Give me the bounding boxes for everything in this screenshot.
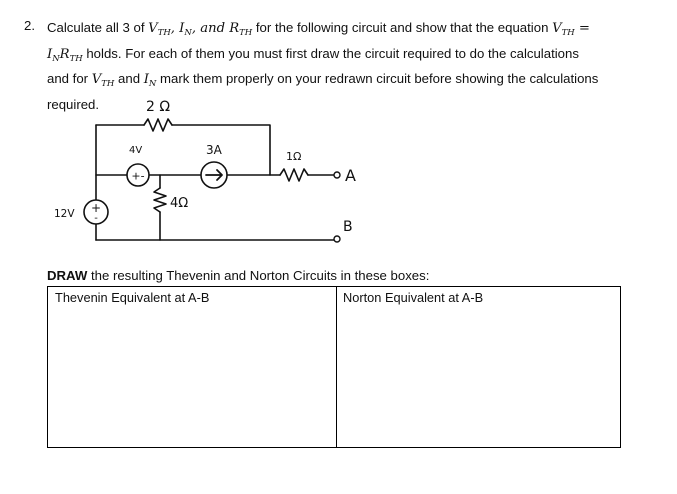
vth-math: $V_{TH}$ — [91, 72, 115, 89]
vth-equals-math: $V_{TH}$ = — [552, 21, 590, 38]
line3-pre: and for — [47, 71, 92, 86]
resistor-2ohm — [144, 119, 172, 131]
thevenin-box[interactable] — [48, 287, 337, 447]
resistor-1ohm — [280, 169, 308, 181]
label-12v: 12V — [54, 208, 75, 220]
thevenin-box-title: Thevenin Equivalent at A-B — [55, 290, 210, 305]
question-line-1 — [47, 18, 657, 44]
voltage-source-12v-plus: + — [90, 201, 102, 215]
line2-post: holds. For each of them you must first draw the circuit required to do the calculations — [82, 45, 579, 61]
in-rth-math: $I_NR_{TH}$ — [47, 46, 83, 64]
label-1ohm: 1Ω — [286, 150, 302, 163]
label-node-a: A — [345, 166, 356, 185]
in-math: $I_N$ — [143, 72, 157, 89]
label-2ohm: 2 Ω — [145, 99, 171, 115]
question-line-2 — [47, 44, 657, 70]
norton-box[interactable] — [336, 287, 620, 447]
line1-pre: Calculate all 3 of — [47, 20, 149, 35]
circuit-diagram — [40, 88, 380, 253]
voltage-source-12v-minus: - — [94, 213, 98, 224]
terminal-b — [334, 236, 340, 242]
norton-box-title: Norton Equivalent at A-B — [343, 290, 484, 305]
draw-rest: the resulting Thevenin and Norton Circuits in these boxes: — [87, 268, 430, 283]
line1-post: for the following circuit and show that the equation — [252, 20, 553, 35]
draw-instruction — [47, 268, 429, 283]
voltage-source-4v-polarity: +- — [131, 169, 145, 183]
question-line-4: required. — [47, 96, 100, 112]
draw-bold: DRAW — [47, 268, 88, 283]
terminal-a — [334, 172, 340, 178]
question-number: 2. — [24, 18, 35, 33]
label-node-b: B — [343, 219, 353, 235]
label-4ohm: 4Ω — [170, 196, 189, 211]
vth-in-rth-math: $V_{TH}$, $I_N$, and $R_{TH}$ — [148, 21, 253, 38]
label-4v: 4V — [129, 145, 143, 156]
line3-post: mark them properly on your redrawn circuit before showing the calculations — [156, 71, 599, 86]
line3-mid: and — [114, 71, 144, 86]
resistor-4ohm — [154, 188, 166, 212]
label-3a: 3A — [206, 143, 222, 157]
answer-boxes — [47, 286, 621, 448]
